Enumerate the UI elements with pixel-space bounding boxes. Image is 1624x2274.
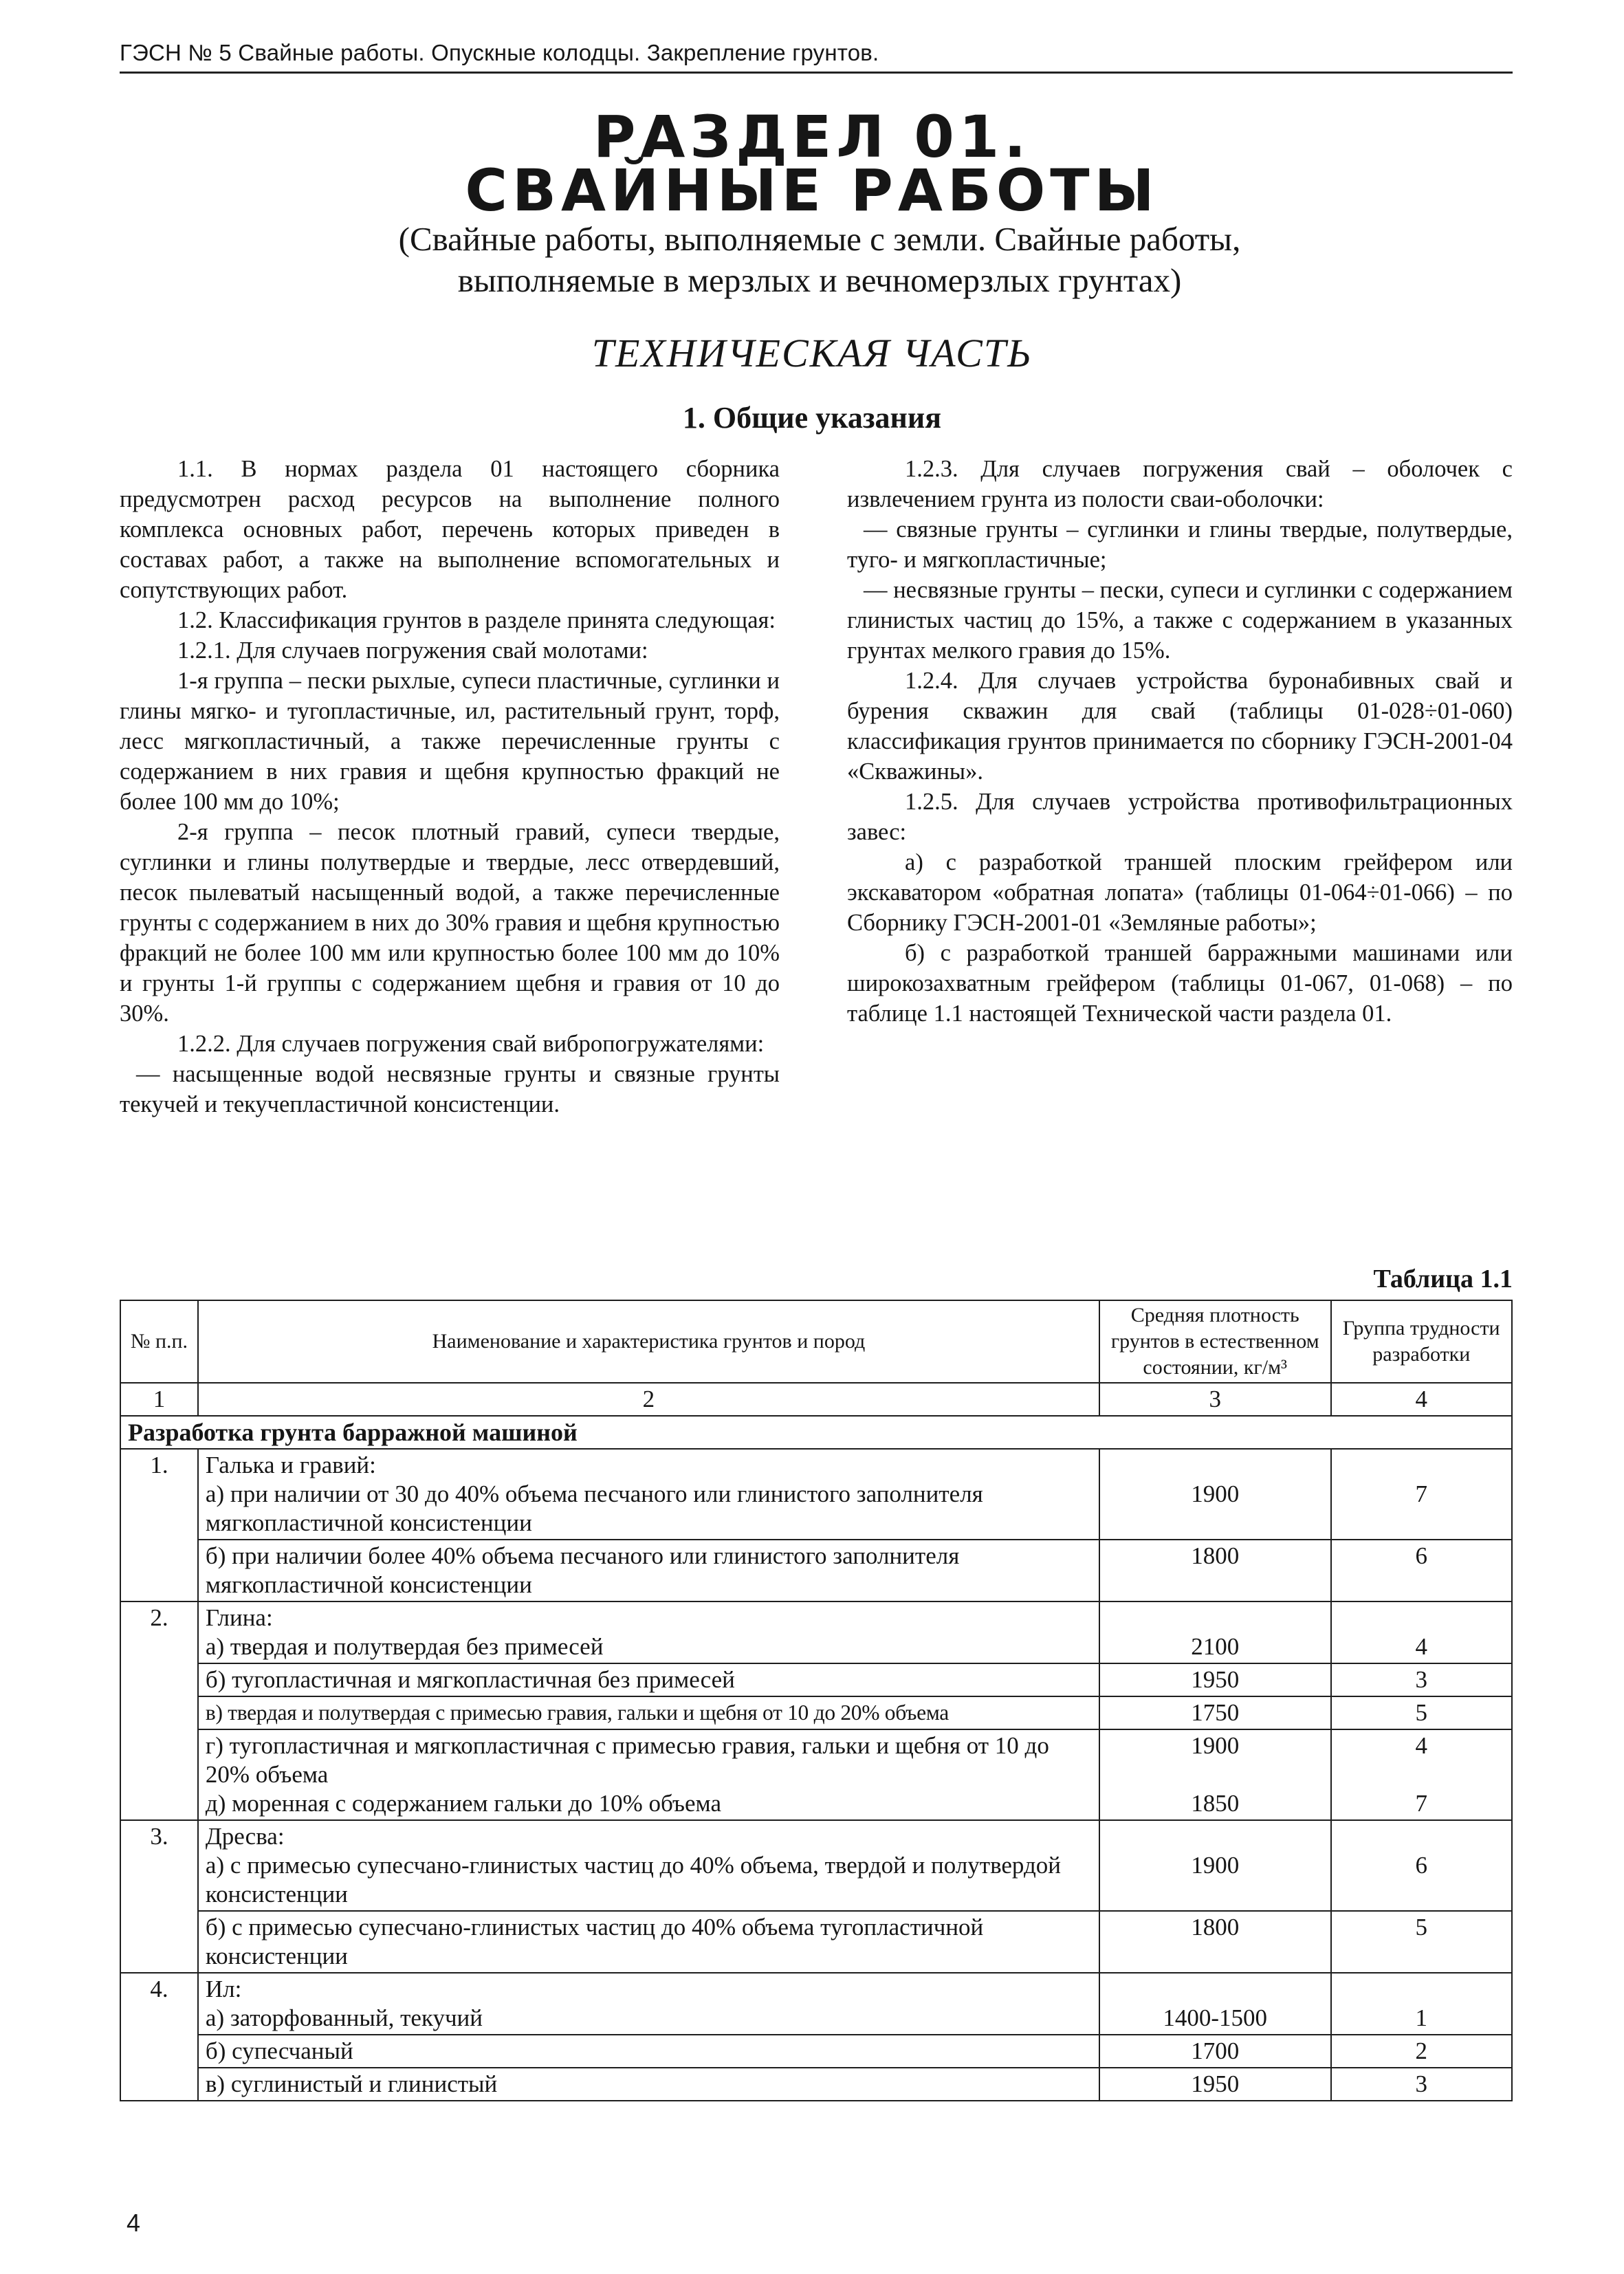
general-heading: 1. Общие указания xyxy=(682,401,942,435)
paragraph: 2-я группа – песок плотный гравий, супеси твердые, суглинки и глины полутвердые и твердые, лесс отвердевший, песок пылеватый насыщенный водой, а также перечисленные грунты с содержанием в них до 30% гравия и щебня крупностью фракций не более 100 мм или крупностью более 100 мм до 10% и грунты 1-й группы с содержанием щебня и гравия от 10 до 30%. xyxy=(120,819,780,1027)
density-value: 1700 xyxy=(1099,2035,1331,2068)
soil-variant: в) твердая и полутвердая с примесью гравия, гальки и щебня от 10 до 20% объема xyxy=(198,1696,1099,1729)
density-cell xyxy=(1099,1449,1331,1540)
soil-number: 1. xyxy=(120,1449,198,1601)
section-name: СВАЙНЫЕ РАБОТЫ xyxy=(465,157,1159,224)
soil-description xyxy=(198,1601,1099,1663)
paragraph: 1.2.5. Для случаев устройства противофильтрационных завес: xyxy=(847,789,1513,845)
group-value: 5 xyxy=(1331,1696,1512,1729)
table-caption: Таблица 1.1 xyxy=(1373,1265,1513,1293)
group-value: 3 xyxy=(1331,1663,1512,1696)
table-row xyxy=(120,1973,1512,2035)
group-value: 5 xyxy=(1331,1911,1512,1973)
column-number: 1 xyxy=(120,1383,198,1416)
table-row xyxy=(120,1540,1512,1601)
paragraph: — связные грунты – суглинки и глины твердые, полутвердые, туго- и мягкопластичные; xyxy=(847,516,1513,573)
group-heading-row xyxy=(120,1416,1512,1449)
paragraph: 1-я группа – пески рыхлые, супеси пластичные, суглинки и глины мягко- и тугопластичные, ил, растительный грунт, торф, лесс мягкопластичный, а также перечисленные грунты с содержанием в них гравия и щебня крупностью фракций не более 100 мм до 10%; xyxy=(120,668,780,815)
density-value: 2100 xyxy=(1191,1633,1240,1660)
group-cell xyxy=(1331,1601,1512,1663)
soil-variant: а) с примесью супесчано-глинистых частиц до 40% объема, твердой и полутвердой консистенции xyxy=(205,1852,1062,1907)
soil-name: Глина: xyxy=(205,1604,273,1631)
group-cell xyxy=(1331,1820,1512,1911)
column-number-row xyxy=(120,1383,1512,1416)
table-row xyxy=(120,1820,1512,1911)
running-header: ГЭСН № 5 Свайные работы. Опускные колодцы. Закрепление грунтов. xyxy=(120,40,879,65)
table-row xyxy=(120,1729,1512,1820)
technical-part-title: ТЕХНИЧЕСКАЯ ЧАСТЬ xyxy=(591,331,1033,375)
right-column xyxy=(847,454,1513,1029)
density-value: 1800 xyxy=(1099,1540,1331,1601)
density-value: 1850 xyxy=(1191,1790,1240,1817)
paragraph: 1.2.3. Для случаев погружения свай – оболочек с извлечением грунта из полости сваи-оболочки: xyxy=(847,456,1513,512)
soil-variant: б) супесчаный xyxy=(198,2035,1099,2068)
density-value: 1950 xyxy=(1099,1663,1331,1696)
soil-variant: д) моренная с содержанием гальки до 10% объема xyxy=(205,1790,721,1817)
density-value: 1950 xyxy=(1099,2068,1331,2101)
header-rule xyxy=(120,72,1513,74)
header-name: Наименование и характеристика грунтов и пород xyxy=(198,1300,1099,1383)
paragraph: а) с разработкой траншей плоским грейфером или экскаватором «обратная лопата» (таблицы 01-064÷01-066) – по Сборнику ГЭСН-2001-01 «Земляные работы»; xyxy=(847,849,1513,936)
group-value: 4 xyxy=(1415,1633,1428,1660)
paragraph: — несвязные грунты – пески, супеси и суглинки с содержанием глинистых частиц до 15%, а также с содержанием в указанных грунтах мелкого гравия до 15%. xyxy=(847,577,1513,664)
table-row xyxy=(120,1601,1512,1663)
section-title: РАЗДЕЛ 01. xyxy=(593,103,1031,171)
table-row xyxy=(120,2068,1512,2101)
soil-number: 2. xyxy=(120,1601,198,1820)
density-value: 1800 xyxy=(1099,1911,1331,1973)
soil-description xyxy=(198,1820,1099,1911)
header-density: Средняя плотность грунтов в естественном состоянии, кг/м³ xyxy=(1099,1300,1331,1383)
soil-classification-table xyxy=(120,1300,1513,2101)
soil-name: Дресва: xyxy=(205,1823,285,1850)
group-cell xyxy=(1331,1973,1512,2035)
column-number: 3 xyxy=(1099,1383,1331,1416)
table-row xyxy=(120,1911,1512,1973)
density-value: 1900 xyxy=(1191,1852,1240,1879)
header-group: Группа трудности разработки xyxy=(1331,1300,1512,1383)
soil-variant: б) тугопластичная и мягкопластичная без примесей xyxy=(198,1663,1099,1696)
section-subtitle: (Свайные работы, выполняемые с земли. Свайные работы, выполняемые в мерзлых и вечномерзлых грунтах) xyxy=(398,220,1241,299)
soil-name: Ил: xyxy=(205,1976,242,2002)
table-row xyxy=(120,1663,1512,1696)
soil-description xyxy=(198,1449,1099,1540)
soil-variant: б) при наличии более 40% объема песчаного или глинистого заполнителя мягкопластичной консистенции xyxy=(198,1540,1099,1601)
soil-name: Галька и гравий: xyxy=(205,1452,376,1478)
soil-description xyxy=(198,1973,1099,2035)
table-header-row xyxy=(120,1300,1512,1383)
group-value: 1 xyxy=(1415,2004,1428,2031)
density-cell xyxy=(1099,1973,1331,2035)
group-cell xyxy=(1331,1449,1512,1540)
soil-variant: а) заторфованный, текучий xyxy=(205,2004,483,2031)
group-value: 7 xyxy=(1415,1480,1428,1507)
soil-variant: в) суглинистый и глинистый xyxy=(198,2068,1099,2101)
soil-variant: а) при наличии от 30 до 40% объема песчаного или глинистого заполнителя мягкопластичной консистенции xyxy=(205,1480,983,1536)
soil-description xyxy=(198,1729,1099,1820)
group-value: 6 xyxy=(1415,1852,1428,1879)
density-cell xyxy=(1099,1729,1331,1820)
paragraph: 1.2.2. Для случаев погружения свай вибропогружателями: xyxy=(177,1031,765,1057)
paragraph: 1.1. В нормах раздела 01 настоящего сборника предусмотрен расход ресурсов на выполнение полного комплекса основных работ, перечень которых приведен в составах работ, а также на выполнение вспомогательных и сопутствующих работ. xyxy=(120,456,780,603)
page-number: 4 xyxy=(127,2209,141,2237)
group-value: 2 xyxy=(1331,2035,1512,2068)
density-cell xyxy=(1099,1601,1331,1663)
paragraph: 1.2.1. Для случаев погружения свай молотами: xyxy=(177,637,648,664)
soil-variant: а) твердая и полутвердая без примесей xyxy=(205,1633,604,1660)
group-value: 6 xyxy=(1331,1540,1512,1601)
column-number: 4 xyxy=(1331,1383,1512,1416)
group-value: 4 xyxy=(1415,1732,1428,1759)
table-row xyxy=(120,1696,1512,1729)
column-number: 2 xyxy=(198,1383,1099,1416)
soil-variant: г) тугопластичная и мягкопластичная с примесью гравия, гальки и щебня от 10 до 20% объема xyxy=(205,1732,1049,1788)
paragraph: — насыщенные водой несвязные грунты и связные грунты текучей и текучепластичной консистенции. xyxy=(120,1061,780,1117)
group-value: 3 xyxy=(1331,2068,1512,2101)
table-row xyxy=(120,1449,1512,1540)
density-cell xyxy=(1099,1820,1331,1911)
left-column xyxy=(120,454,780,1119)
paragraph: 1.2.4. Для случаев устройства буронабивных свай и бурения скважин для свай (таблицы 01-028÷01-060) классификация грунтов принимается по сборнику ГЭСН-2001-04 «Скважины». xyxy=(847,668,1513,785)
table-group-heading: Разработка грунта барражной машиной xyxy=(120,1416,1512,1449)
group-cell xyxy=(1331,1729,1512,1820)
paragraph: б) с разработкой траншей барражными машинами или широкозахватным грейфером (таблицы 01-067, 01-068) – по таблице 1.1 настоящей Технической части раздела 01. xyxy=(847,940,1513,1027)
soil-number: 3. xyxy=(120,1820,198,1973)
header-num: № п.п. xyxy=(120,1300,198,1383)
density-value: 1750 xyxy=(1099,1696,1331,1729)
paragraph: 1.2. Классификация грунтов в разделе принята следующая: xyxy=(177,607,776,633)
table-row xyxy=(120,2035,1512,2068)
density-value: 1400-1500 xyxy=(1163,2004,1268,2031)
soil-number: 4. xyxy=(120,1973,198,2101)
density-value: 1900 xyxy=(1191,1480,1240,1507)
density-value: 1900 xyxy=(1191,1732,1240,1759)
soil-variant: б) с примесью супесчано-глинистых частиц до 40% объема тугопластичной консистенции xyxy=(198,1911,1099,1973)
group-value: 7 xyxy=(1415,1790,1428,1817)
